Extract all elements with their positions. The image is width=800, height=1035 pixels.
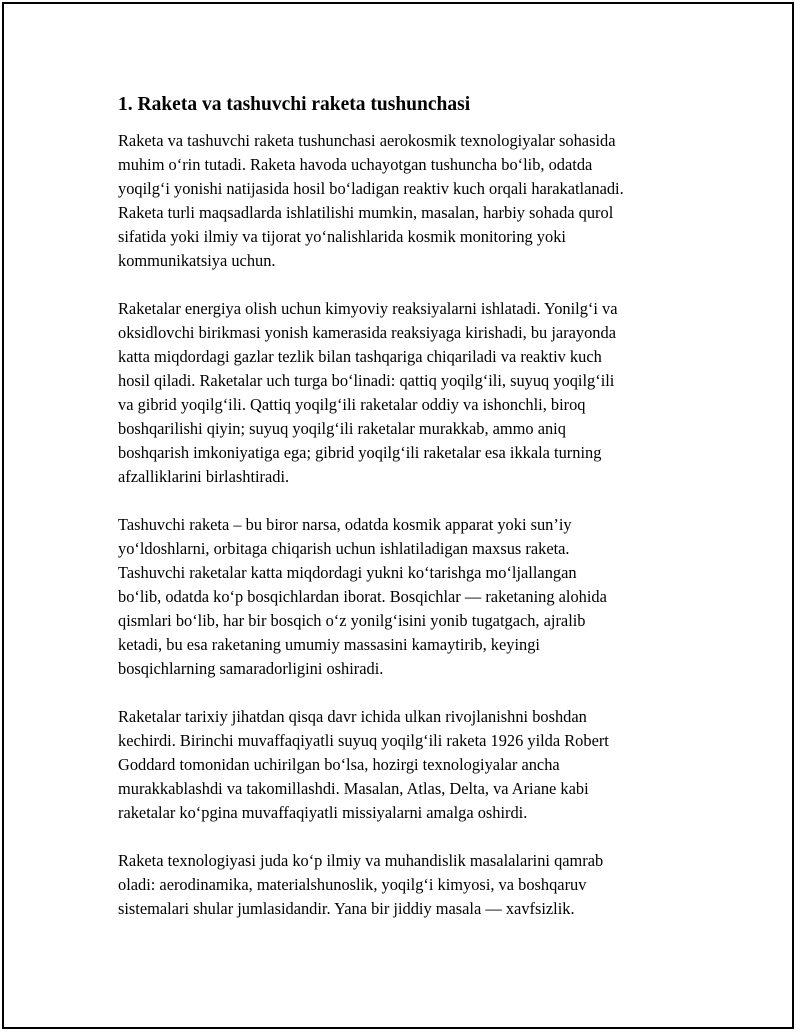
paragraph-rocket-technology: Raketa texnologiyasi juda ko‘p ilmiy va muhandislik masalalarini qamrab oladi: aerodinamika, materialshunoslik, yoqilg‘i kimyosi, va boshqaruv sistemalari shular jumlasidandir. Yana bir jiddiy masala — xavfsizlik.	[118, 851, 604, 918]
section-heading: 1. Raketa va tashuvchi raketa tushunchasi	[118, 94, 471, 115]
document-body	[118, 92, 698, 945]
paragraph-rocket-history: Raketalar tarixiy jihatdan qisqa davr ichida ulkan rivojlanishni boshdan kechirdi. Birinchi muvaffaqiyatli suyuq yoqilg‘ili raketa 1926 yilda Robert Goddard tomonidan uchirilgan bo‘lsa, hozirgi texnologiyalar ancha murakkablashdi va takomillashdi. Masalan, Atlas, Delta, va Ariane kabi raketalar ko‘pgina muvaffaqiyatli missiyalarni amalga oshirdi.	[118, 707, 609, 822]
paragraph-rocket-concept: Raketa va tashuvchi raketa tushunchasi aerokosmik texnologiyalar sohasida muhim o‘rin tutadi. Raketa havoda uchayotgan tushuncha bo‘lib, odatda yoqilg‘i yonishi natijasida hosil bo‘ladigan reaktiv kuch orqali harakatlanadi. Raketa turli maqsadlarda ishlatilishi mumkin, masalan, harbiy sohada qurol sifatida yoki ilmiy va tijorat yo‘nalishlarida kosmik monitoring yoki kommunikatsiya uchun.	[118, 131, 624, 270]
paragraph-rocket-energy: Raketalar energiya olish uchun kimyoviy reaksiyalarni ishlatadi. Yonilg‘i va oksidlovchi birikmasi yonish kamerasida reaksiyaga kirishadi, bu jarayonda katta miqdordagi gazlar tezlik bilan tashqariga chiqariladi va reaktiv kuch hosil qiladi. Raketalar uch turga bo‘linadi: qattiq yoqilg‘ili, suyuq yoqilg‘ili va gibrid yoqilg‘ili. Qattiq yoqilg‘ili raketalar oddiy va ishonchli, biroq boshqarilishi qiyin; suyuq yoqilg‘ili raketalar murakkab, ammo aniq boshqarish imkoniyatiga ega; gibrid yoqilg‘ili raketalar esa ikkala turning afzalliklarini birlashtiradi.	[118, 299, 618, 486]
paragraph-launch-vehicle: Tashuvchi raketa – bu biror narsa, odatda kosmik apparat yoki sun’iy yo‘ldoshlarni, orbitaga chiqarish uchun ishlatiladigan maxsus raketa. Tashuvchi raketalar katta miqdordagi yukni ko‘tarishga mo‘ljallangan bo‘lib, odatda ko‘p bosqichlardan iborat. Bosqichlar — raketaning alohida qismlari bo‘lib, har bir bosqich o‘z yonilg‘isini yonib tugatgach, ajralib ketadi, bu esa raketaning umumiy massasini kamaytirib, keyingi bosqichlarning samaradorligini oshiradi.	[118, 515, 607, 678]
